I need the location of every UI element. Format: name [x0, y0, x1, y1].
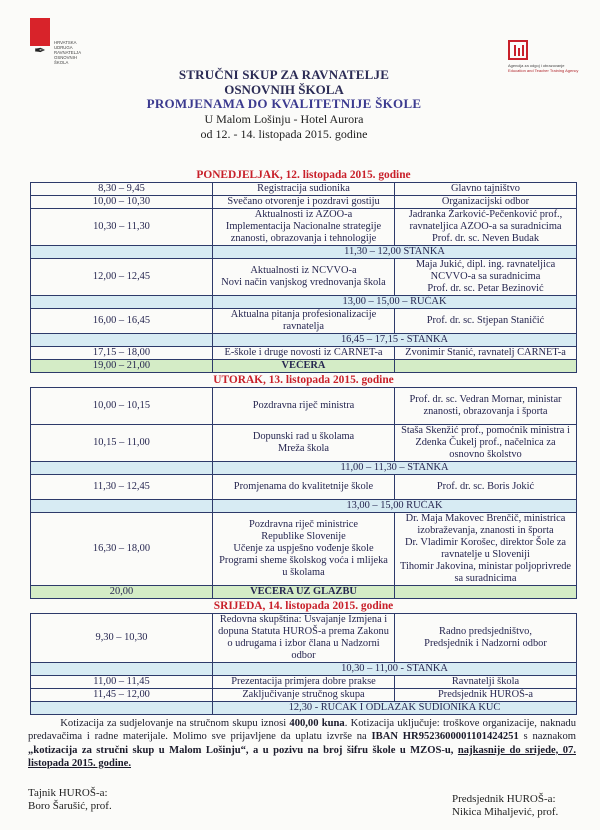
- day-title: SRIJEDA, 14. listopada 2015. godine: [213, 600, 394, 612]
- day-header: [31, 599, 577, 614]
- pen-nib-icon: ✒: [34, 44, 46, 59]
- break-row: [31, 702, 577, 715]
- logo-line: HRVATSKA: [54, 40, 77, 45]
- signature-secretary: [28, 787, 112, 813]
- session-presenter: Staša Skenžić prof., pomoćnik ministra i Zdenka Čukelj prof., načelnica za osnovno školstvo: [395, 425, 577, 462]
- break-row: [31, 462, 577, 475]
- session-time: 8,30 – 9,45: [31, 183, 213, 196]
- session-presenter: Glavno tajništvo: [395, 183, 577, 196]
- break-row: [31, 500, 577, 513]
- day-header: [31, 168, 577, 183]
- session-title: Aktualna pitanja profesionalizacije ravnatelja: [213, 309, 395, 334]
- break-label: 12,30 - RUČAK I ODLAZAK SUDIONIKA KUĆ: [213, 702, 577, 715]
- day-title: UTORAK, 13. listopada 2015. godine: [213, 374, 394, 386]
- break-spacer: [31, 296, 213, 309]
- session-row: [31, 475, 577, 500]
- break-label: 13,00 – 15,00 RUČAK: [213, 500, 577, 513]
- dinner-row: [31, 360, 577, 373]
- break-spacer: [31, 246, 213, 259]
- logo-left-text: [54, 40, 94, 65]
- session-time: 16,30 – 18,00: [31, 513, 213, 586]
- session-presenter: Maja Jukić, dipl. ing. ravnateljica NCVVO-a sa suradnicima Prof. dr. sc. Petar Bezinović: [395, 259, 577, 296]
- session-row: [31, 309, 577, 334]
- session-title: Aktualnosti iz NCVVO-a Novi način vanjskog vrednovanja škola: [213, 259, 395, 296]
- session-presenter: Organizacijski odbor: [395, 196, 577, 209]
- logo-line: UDRUGA: [54, 45, 73, 50]
- fee-amount: 400,00 kuna: [289, 718, 345, 729]
- break-label: 11,30 – 12,00 STANKA: [213, 246, 577, 259]
- azoo-name-hr: Agencija za odgoj i obrazovanje: [508, 63, 565, 68]
- session-title: Pozdravna riječ ministrice Republike Slovenije Učenje za uspješno vođenje škole Programi sheme školskog voća i mlijeka u školama: [213, 513, 395, 586]
- break-row: [31, 663, 577, 676]
- signature-role: Tajnik HUROŠ-a:: [28, 787, 108, 799]
- break-label: 10,30 – 11,00 - STANKA: [213, 663, 577, 676]
- schedule-table: [30, 168, 577, 715]
- session-row: [31, 513, 577, 586]
- session-row: [31, 347, 577, 360]
- break-spacer: [31, 334, 213, 347]
- signature-president: [452, 793, 558, 819]
- session-title: Aktualnosti iz AZOO-a Implementacija Nacionalne strategije znanosti, obrazovanja i tehnologije: [213, 209, 395, 246]
- signature-role: Predsjednik HUROŠ-a:: [452, 793, 556, 805]
- session-time: 11,30 – 12,45: [31, 475, 213, 500]
- payment-deadline: najkasnije do srijede, 07. listopada 2015. godine.: [28, 744, 576, 769]
- break-label: 16,45 – 17,15 - STANKA: [213, 334, 577, 347]
- session-time: 10,30 – 11,30: [31, 209, 213, 246]
- session-time: 20,00: [31, 586, 213, 599]
- break-label: 11,00 – 11,30 – STANKA: [213, 462, 577, 475]
- logo-line: RAVNATELJA: [54, 50, 82, 55]
- session-time: 10,15 – 11,00: [31, 425, 213, 462]
- session-title: Redovna skupština: Usvajanje Izmjena i dopuna Statuta HUROŠ-a prema Zakonu o udrugama i izbor člana u Nadzorni odbor: [213, 614, 395, 663]
- session-presenter: Predsjednik HUROŠ-a: [395, 689, 577, 702]
- doc-subtitle: PROMJENAMA DO KVALITETNIJE ŠKOLE: [146, 96, 422, 111]
- note-text: s naznakom: [518, 731, 576, 743]
- session-presenter: [395, 586, 577, 599]
- session-presenter: Prof. dr. sc. Stjepan Staničić: [395, 309, 577, 334]
- session-title: Prezentacija primjera dobre prakse: [213, 676, 395, 689]
- session-row: [31, 614, 577, 663]
- location: U Malom Lošinju - Hotel Aurora: [204, 112, 364, 126]
- break-row: [31, 334, 577, 347]
- session-row: [31, 209, 577, 246]
- day-title: PONEDJELJAK, 12. listopada 2015. godine: [196, 169, 411, 181]
- session-title: VEČERA: [213, 360, 395, 373]
- break-row: [31, 246, 577, 259]
- iban: IBAN HR9523600001101424251: [371, 731, 519, 743]
- dates: od 12. - 14. listopada 2015. godine: [200, 127, 368, 141]
- signature-name: Nikica Mihaljević, prof.: [452, 806, 559, 818]
- break-label: 13,00 – 15,00 – RUČAK: [213, 296, 577, 309]
- logo-line: OSNOVNIH: [54, 55, 77, 60]
- azoo-mark-icon: [508, 40, 528, 60]
- dinner-row: [31, 586, 577, 599]
- session-presenter: Prof. dr. sc. Boris Jokić: [395, 475, 577, 500]
- session-time: 10,00 – 10,15: [31, 388, 213, 425]
- session-title: VEČERA UZ GLAZBU: [213, 586, 395, 599]
- session-time: 17,15 – 18,00: [31, 347, 213, 360]
- session-time: 16,00 – 16,45: [31, 309, 213, 334]
- break-spacer: [31, 462, 213, 475]
- session-time: 11,45 – 12,00: [31, 689, 213, 702]
- break-spacer: [31, 500, 213, 513]
- session-title: Pozdravna riječ ministra: [213, 388, 395, 425]
- session-presenter: Ravnatelji škola: [395, 676, 577, 689]
- session-row: [31, 689, 577, 702]
- break-spacer: [31, 702, 213, 715]
- session-row: [31, 183, 577, 196]
- session-time: 12,00 – 12,45: [31, 259, 213, 296]
- session-time: 9,30 – 10,30: [31, 614, 213, 663]
- session-title: Promjenama do kvalitetnije škole: [213, 475, 395, 500]
- break-row: [31, 296, 577, 309]
- logo-line: ŠKOLA: [54, 60, 69, 65]
- session-title: Dopunski rad u školama Mreža škola: [213, 425, 395, 462]
- session-row: [31, 259, 577, 296]
- session-presenter: Jadranka Žarković-Pečenković prof., ravnateljica AZOO-a sa suradnicima Prof. dr. sc. Neven Budak: [395, 209, 577, 246]
- note-text: . Kotizacija uključuje: troškove organizacije, naknadu predavačima i radne materijale. Molimo sve prijavljene da uplatu izvrše na: [28, 718, 576, 743]
- session-presenter: Prof. dr. sc. Vedran Mornar, ministar znanosti, obrazovanja i športa: [395, 388, 577, 425]
- session-row: [31, 388, 577, 425]
- session-row: [31, 196, 577, 209]
- azoo-name-en: Education and Teacher Training Agency: [508, 68, 579, 73]
- session-title: E-škole i druge novosti iz CARNET-a: [213, 347, 395, 360]
- note-text: Kotizacija za sudjelovanje na stručnom skupu iznosi: [60, 718, 290, 729]
- session-title: Registracija sudionika: [213, 183, 395, 196]
- session-title: Zaključivanje stručnog skupa: [213, 689, 395, 702]
- doc-title-line1: STRUČNI SKUP ZA RAVNATELJE: [178, 67, 390, 82]
- doc-title-line2: OSNOVNIH ŠKOLA: [224, 82, 344, 97]
- signature-name: Boro Šarušić, prof.: [28, 800, 112, 812]
- session-presenter: Radno predsjedništvo, Predsjednik i Nadzorni odbor: [395, 614, 577, 663]
- break-spacer: [31, 663, 213, 676]
- fee-note: [28, 717, 576, 770]
- day-header: [31, 373, 577, 388]
- session-time: 10,00 – 10,30: [31, 196, 213, 209]
- session-row: [31, 676, 577, 689]
- payment-reference: „kotizacija za stručni skup u Malom Lošinju“, a u pozivu na broj šifru škole u MZOS-u,: [28, 744, 454, 756]
- hurs-logo: [30, 18, 80, 66]
- session-presenter: Zvonimir Stanić, ravnatelj CARNET-a: [395, 347, 577, 360]
- session-time: 19,00 – 21,00: [31, 360, 213, 373]
- session-time: 11,00 – 11,45: [31, 676, 213, 689]
- session-presenter: [395, 360, 577, 373]
- session-presenter: Dr. Maja Makovec Brenčič, ministrica izobraževanja, znanosti in športa Dr. Vladimir Korošec, direktor Šole za ravnatelje u Sloveniji Tihomir Jakovina, ministar poljoprivrede sa suradnicima: [395, 513, 577, 586]
- session-title: Svečano otvorenje i pozdravi gostiju: [213, 196, 395, 209]
- session-row: [31, 425, 577, 462]
